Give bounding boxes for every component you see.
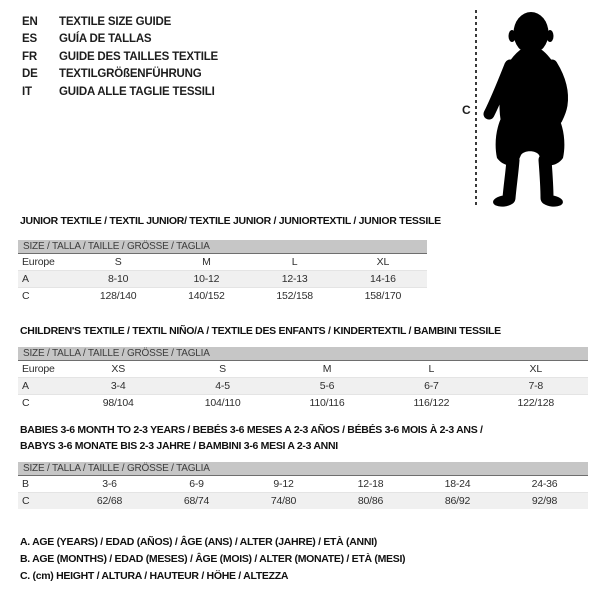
size-table-children	[18, 347, 588, 411]
language-title: GUIDA ALLE TAGLIE TESSILI	[59, 85, 215, 98]
table-cell: 5-6	[319, 380, 335, 392]
language-row-en	[22, 14, 218, 31]
table-cell: L	[428, 363, 435, 375]
language-title: TEXTILGRÖßENFÜHRUNG	[59, 68, 202, 81]
table-cell: 6-7	[424, 380, 439, 392]
table-cell: M	[322, 363, 332, 375]
table-cell: 14-16	[369, 273, 396, 285]
table-cell: 12-18	[357, 478, 384, 490]
language-code: EN	[22, 16, 38, 28]
table-cell: XS	[111, 363, 125, 375]
language-title: TEXTILE SIZE GUIDE	[59, 16, 172, 28]
row-label: A	[22, 273, 29, 285]
baby-silhouette-icon	[481, 8, 577, 208]
table-cell: XL	[376, 256, 390, 268]
legend-line-b: B. AGE (MONTHS) / EDAD (MESES) / ÂGE (MOIS) / ALTER (MONATE) / ETÀ (MESI)	[20, 553, 406, 565]
table-cell: 3-6	[102, 478, 117, 490]
language-row-de	[22, 66, 218, 83]
size-table-junior	[18, 240, 427, 304]
language-title-list	[22, 14, 218, 101]
table-cell: 3-4	[110, 380, 126, 392]
table-cell: 68/74	[183, 495, 210, 507]
size-header-bar: SIZE / TALLA / TAILLE / GRÖSSE / TAGLIA	[18, 347, 588, 361]
table-row	[18, 254, 427, 271]
table-cell: 152/158	[276, 290, 313, 302]
table-cell: 12-13	[281, 273, 308, 285]
table-cell: S	[114, 256, 122, 268]
table-row	[18, 476, 588, 493]
children-table	[18, 361, 588, 411]
table-cell: S	[219, 363, 226, 375]
row-label: C	[22, 495, 30, 507]
table-cell: 8-10	[108, 273, 129, 285]
language-code: IT	[22, 85, 32, 98]
legend-line-a: A. AGE (YEARS) / EDAD (AÑOS) / ÂGE (ANS) / ALTER (JAHRE) / ETÀ (ANNI)	[20, 536, 377, 548]
measure-legend	[20, 534, 405, 585]
row-label: C	[22, 290, 30, 302]
language-title: GUIDE DES TAILLES TEXTILE	[59, 50, 218, 63]
language-row-fr	[22, 49, 218, 66]
table-cell: 9-12	[273, 478, 294, 490]
row-label: A	[22, 380, 29, 392]
size-header-bar: SIZE / TALLA / TAILLE / GRÖSSE / TAGLIA	[18, 240, 427, 254]
language-row-es	[22, 31, 218, 48]
table-cell: 110/116	[309, 397, 345, 409]
table-cell: 104/110	[204, 397, 241, 409]
section-title-babies: BABIES 3-6 MONTH TO 2-3 YEARS / BEBÉS 3-6 MESES A 2-3 AÑOS / BÉBÉS 3-6 MOIS À 2-3 ANS / BABYS 3-6 MONATE BIS 2-3 JAHRE / BAMBINI 3-6 MESI A 2-3 ANNI	[20, 424, 483, 452]
table-row	[18, 271, 427, 288]
size-table-babies	[18, 462, 588, 509]
language-code: ES	[22, 33, 37, 46]
table-row	[18, 288, 427, 305]
language-row-it	[22, 84, 218, 101]
table-cell: 74/80	[270, 495, 297, 507]
size-header-bar: SIZE / TALLA / TAILLE / GRÖSSE / TAGLIA	[18, 462, 588, 476]
table-cell: 92/98	[531, 495, 558, 507]
table-cell: 128/140	[99, 290, 137, 302]
row-label: Europe	[22, 363, 55, 375]
table-row	[18, 395, 588, 412]
junior-table	[18, 254, 427, 304]
table-cell: M	[202, 256, 211, 268]
babies-table	[18, 476, 588, 509]
table-cell: 98/104	[102, 397, 134, 409]
table-cell: 80/86	[357, 495, 384, 507]
table-row	[18, 493, 588, 510]
table-cell: 116/122	[413, 397, 450, 409]
table-cell: 18-24	[444, 478, 471, 490]
table-cell: 4-5	[215, 380, 230, 392]
table-row	[18, 378, 588, 395]
table-cell: 86/92	[444, 495, 471, 507]
row-label: B	[22, 478, 29, 490]
table-cell: 140/152	[188, 290, 225, 302]
language-title: GUÍA DE TALLAS	[59, 33, 152, 46]
height-measure-label: C	[462, 103, 471, 117]
legend-line-c: C. (cm) HEIGHT / ALTURA / HAUTEUR / HÖHE / ALTEZZA	[20, 570, 289, 582]
table-cell: 62/68	[96, 495, 123, 507]
table-cell: 10-12	[193, 273, 220, 285]
table-cell: 7-8	[528, 380, 544, 392]
table-cell: 6-9	[189, 478, 204, 490]
language-code: FR	[22, 50, 37, 63]
section-title-children: CHILDREN'S TEXTILE / TEXTIL NIÑO/A / TEXTILE DES ENFANTS / KINDERTEXTIL / BAMBINI TESSILE	[20, 325, 501, 337]
table-cell: 24-36	[531, 478, 558, 490]
section-title-junior: JUNIOR TEXTILE / TEXTIL JUNIOR/ TEXTILE JUNIOR / JUNIORTEXTIL / JUNIOR TESSILE	[20, 215, 441, 227]
row-label: C	[22, 397, 30, 409]
table-cell: 158/170	[364, 290, 402, 302]
table-cell: 122/128	[517, 397, 555, 409]
language-code: DE	[22, 68, 38, 81]
table-cell: L	[291, 256, 298, 268]
table-row	[18, 361, 588, 378]
table-cell: XL	[529, 363, 542, 375]
height-measure-dashed-line	[475, 10, 477, 208]
row-label: Europe	[22, 256, 55, 268]
